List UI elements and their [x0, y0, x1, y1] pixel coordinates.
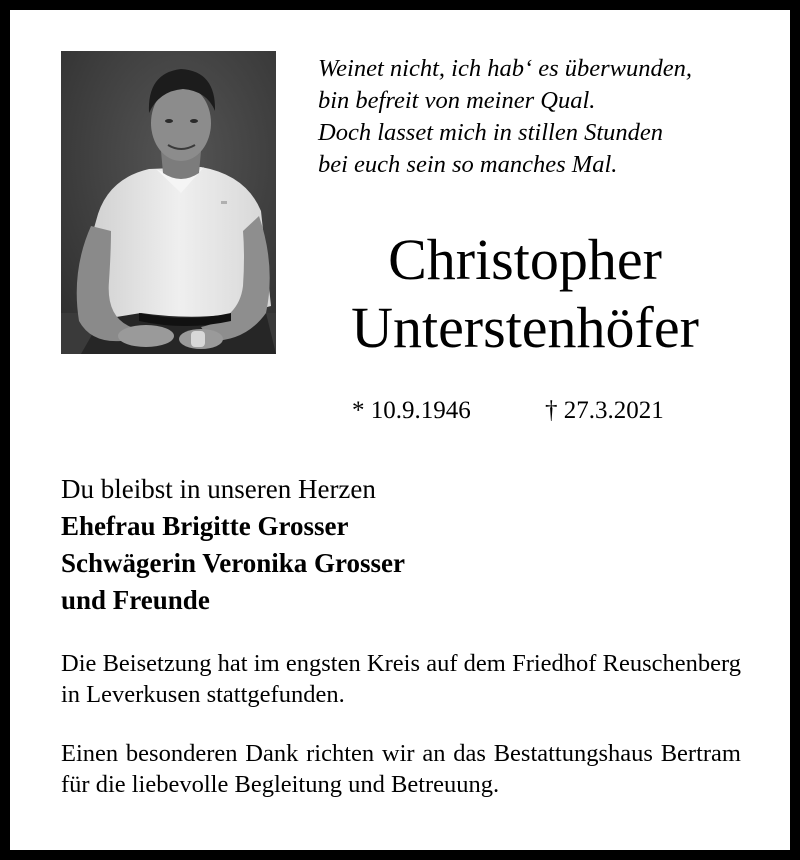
mourner-name: und Freunde [61, 585, 210, 615]
mourner-name: Schwägerin Veronika Grosser [61, 548, 406, 578]
portrait-photo [61, 51, 276, 354]
mourners [61, 471, 761, 619]
poem-line: bei euch sein so manches Mal. [318, 151, 618, 178]
poem-line: bin befreit von meiner Qual. [318, 87, 596, 114]
poem [318, 53, 768, 181]
thanks-note: Einen besonderen Dank richten wir an das Bestattungshaus Bertram für die liebevolle Begleitung und Betreuung. [61, 740, 741, 798]
deceased-name [290, 226, 760, 362]
birth-date: * 10.9.1946 [352, 397, 471, 424]
burial-note: Die Beisetzung hat im engsten Kreis auf dem Friedhof Reuschenberg in Leverkusen stattgefunden. [61, 650, 741, 708]
poem-line: Doch lasset mich in stillen Stunden [318, 119, 663, 146]
death-date: † 27.3.2021 [545, 397, 664, 424]
portrait-photo-icon [61, 51, 276, 354]
poem-line: Weinet nicht, ich hab‘ es überwunden, [318, 55, 693, 82]
first-name: Christopher [388, 227, 662, 292]
mourner-name: Ehefrau Brigitte Grosser [61, 511, 349, 541]
last-name: Unterstenhöfer [351, 295, 699, 360]
mourners-intro: Du bleibst in unseren Herzen [61, 474, 376, 504]
